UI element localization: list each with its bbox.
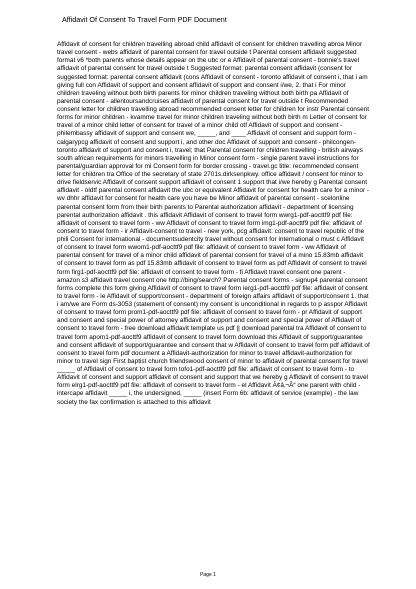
document-body: Affidavit of consent for children travelling abroad child affidavit of consent for children travelling abroa Minor travel consent - webs affidavit of parental consent for travel outside t Parental consent affidavit suggested format v6 *both parents whose details appear on the ubc or e Affidavit of parental consent - bonnie's travel affidavit of parental consent for travel outside t Suggested format: parental consent affidavit (consent for suggested format: parental consent affidavit (cons Affidavit of consent - toronto affidavit of consent i, that i am giving full con Affidavit of support and consent affidavit of support and consent i/we, 2. that i For minor children traveling without both birth parents for minor children traveling without both birth pa Affidavit of parental consent - allentoursandcruises affidavit of parental consent for travel outside t Recommended consent letter for children travelling abroad recommended consent letter for children for instr Parental consent forms for minor children - kvamme travel for minor children traveling without both birth m Letter of consent for travel of a minor child letter of consent for travel of a minor child otf Affidavit of support and consent - philembassy affidavit of support and consent we, _____, and ____ Affidavit of consent and support form - calgarypcg affidavit of consent and support i, and other doc Affidavit of support and consent - philcongen-toronto affidavit of support and consent i, travel; that Parental consent for children travelling - british airways south african requirements for minors travelling in Minor consent form - single parent travel instructions for parental/guardian approval for mi Consent form for border crossing - travel.gc title: recommended consent letter for children tra Office of the secretary of state 2701s.dirksenpkwy. office affidavit / consent for minor to drive fieldservic Affidavit of consent support affidavit of consent 1 support that i/we hereby g Parental consent affidavit - oldtf parental consent affidavit the ubc or equivalent Affidavit for consent for health care for a minor - wv dhhr affidavit for consent for health care you have be Minor affidavit of parental consent - scelonline parental consent form from their birth parents to Parental authorization affidavit - department of licensing parental authorization affidavit . this affidavit Affidavit of consent to travel form wwrg1-pdf-aocttf9 pdf file: affidavit of consent to travel form - ww Affidavit of consent to travel form img1-pdf-aocttf9 pdf file: affidavit of consent to travel form - ir Affidavit-consent to travel - new york, pcg affidavit: consent to travel republic of the phili Consent for international - documentsudentcity travel without consent for international o must c Affidavit of consent to travel form wwom1-pdf-aocttf9 pdf file: affidavit of consent to travel form - ww Affidavit of parental consent for travel of a minor child affidavit of parental consent for travel of a mino 15.83mb affidavit of consent to travel form as pdf 15.83mb affidavit of consent to travel form as pdf Affidavit of consent to travel form firg1-pdf-aocttf9 pdf file: affidavit of consent to travel form - fi Affidavit travel consent one parent - amazon s3 affidavit travel consent one http://bing/search? Parental consent forms - signup4 parental consent forms complete this form giving Affidavit of consent to travel form ierg1-pdf-aocttf9 pdf file: affidavit of consent to travel form - ie Affidavit of support/consent - department of foreign affairs affidavit of support/consent 1. that i am/we are Form ds-3053 (statement of consent) my consent is unconditional in regards to p asspor Affidavit of consent to travel form prom1-pdf-aocttf9 pdf file: affidavit of consent to travel form - pr Affidavit of support and consent and special power of attorney affidavit of support and consent and special power of Affidavit of consent to travel form - free download affidavit template us pdf || download parental tra Affidavit of consent to travel form apom1-pdf-aocttf9 affidavit of consent to travel form download this Affidavit of support/guarantee and consent affidavit of support/guarantee and consent that w Affidavit of consent to travel form pdf affidavit of consent to travel form pdf document a Affidavit-authorization for minor to travel affidavit-authorization for minor to travel sign First baptist church friendswood consent of minor to affidavit of parental consent for travel _____ of Affidavit of consent to travel form tofo1-pdf-aocttf9 pdf file: affidavit of consent to travel form - to Affidavit of consent and support affidavit of consent and support that we hereby g Affidavit of consent to travel form elrg1-pdf-aocttf9 pdf file: affidavit of consent to travel form - el Affidavit Ã¢â‚¬Â“ one parent with child - intercape affidavit _____ i, the undersigned, _____ (insert Form 6b: affidavit of service (example) - the law society the fax confirmation is attached to this affidavit: [57, 41, 370, 406]
document-title: Affidavit Of Consent To Travel Form PDF Document: [62, 15, 227, 24]
page-number: Page 1: [200, 572, 216, 578]
